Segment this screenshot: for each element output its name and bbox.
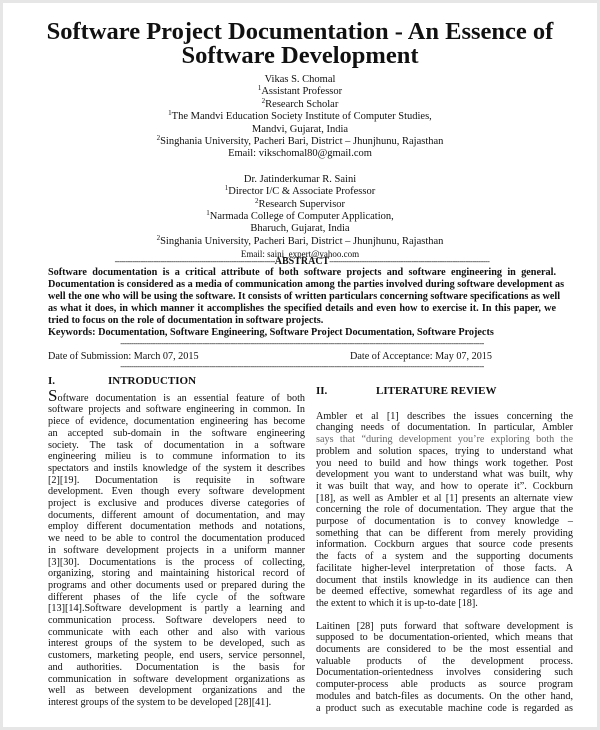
body-line: [3][30]. Documentations is the process of collecting, — [48, 556, 305, 568]
body-line: development. Even though every software development — [48, 486, 305, 498]
body-line: customers, marketing people, end users, service personnel, — [48, 650, 305, 662]
abstract-line: Documentation is considered as a media of communication among the parties involved during software development as — [48, 278, 565, 290]
divider: ------------------------------------------------------------------------------------------------------------------------------------------------------------------------ — [120, 362, 484, 371]
body-line: concerning the role of documentation. They argue that the — [316, 504, 573, 516]
body-line: different phases of the life cycle of the software — [48, 591, 305, 603]
body-line: supposed to be documentation-oriented, which means that — [316, 632, 573, 644]
affiliation-line — [0, 223, 600, 235]
affiliation-text: Director I/C & Associate Professor — [228, 186, 376, 198]
body-line: [13][14].Software development is partly a learning and — [48, 603, 305, 615]
body-line: be deemed effective, somewhat regardless of its age and — [316, 586, 573, 598]
affiliation-line — [0, 86, 600, 98]
superscript: 1 — [257, 84, 262, 93]
body-line: purpose of documentation is to convey knowledge – — [316, 516, 573, 528]
submission-date: Date of Submission: March 07, 2015 — [48, 351, 199, 362]
keywords: Keywords: Documentation, Software Engineering, Software Project Documentation, Software Projects — [48, 326, 494, 338]
body-line: an accepted sub-domain in the software engineering — [48, 427, 305, 439]
superscript: 1 — [224, 184, 229, 193]
section-title: INTRODUCTION — [108, 375, 197, 387]
body-line: documents, different amount of documentation, and may — [48, 509, 305, 521]
affiliation-line — [0, 96, 600, 111]
superscript: 1 — [168, 109, 172, 118]
body-line: employ different documentation methods and notations, — [48, 521, 305, 533]
abstract-line: as what it does, in which manner it accomplishes the specified details and even how to exercise it. In this paper, we — [48, 302, 556, 314]
body-line: information. Cockburn argues that source code presents — [316, 539, 573, 551]
affiliation-text: Research Scholar — [265, 98, 339, 110]
affiliation-text: Mandvi, Gujarat, India — [251, 123, 349, 135]
body-line: changing needs of documentation. In particular, Ambler — [316, 422, 573, 434]
abstract-line: tried to focus on the role of documentation in software projects. — [48, 314, 324, 326]
body-line: modules and batch-files as documents. On the other hand, — [316, 690, 573, 702]
body-line: project is exclusive and produces diverse categories of — [48, 498, 305, 510]
affiliation-text: The Mandvi Education Society Institute of Computer Studies, — [171, 111, 432, 123]
body-line: you need to build and how things work together. Post — [316, 457, 573, 469]
body-line: Laitinen [28] puts forward that software development is — [316, 620, 573, 632]
body-line: spectators and instils knowledge of the system it describes — [48, 462, 305, 474]
body-line — [48, 385, 305, 405]
abstract — [48, 256, 565, 349]
abstract-heading: ABSTRACT — [274, 256, 330, 267]
paper-title — [0, 20, 600, 68]
abstract-divider: --------------------------------------------------------------------------ABSTRACT-------------------------------------------------------------------------- — [114, 256, 490, 267]
body-line: it was built that way, and how to operate it”. Cockburn — [316, 480, 573, 492]
body-line: the extent to which it is up-to-date [18]. — [316, 597, 478, 609]
affiliation-line — [0, 136, 600, 148]
body-line: interest groups of the system to be developed [28][41]. — [48, 696, 272, 708]
body-line: interest groups of the system to be developed, such as — [48, 638, 305, 650]
divider: ------------------------------------------------------------------------------------------------------------------------------------------------------------------------ — [120, 339, 484, 349]
body-line: Ambler et al [1] describes the issues concerning the — [316, 410, 573, 422]
body-line: software projects and software engineering in common. In — [48, 404, 305, 416]
body-line: valuable products of the development process. — [316, 655, 573, 667]
title-line: Software Project Documentation - An Essence of — [46, 18, 554, 45]
body-line: a product such as executable machine code is regarded as — [316, 702, 573, 714]
section-title: LITERATURE REVIEW — [376, 385, 497, 397]
author-name: Vikas S. Chomal — [264, 74, 336, 85]
body-line: communication in software development organizations as — [48, 673, 305, 685]
acceptance-date: Date of Acceptance: May 07, 2015 — [349, 351, 492, 362]
body-line: communicate with each other and also with various — [48, 626, 305, 638]
body-line: says that “during development you’re exploring both the — [316, 434, 573, 446]
superscript: 2 — [156, 233, 161, 242]
body-line: documents are considered to be the most essential and — [316, 644, 573, 656]
affiliation-text: Assistant Professor — [261, 86, 343, 98]
paragraph-gap — [316, 610, 573, 621]
author-email: Email: vikschomal80@gmail.com — [228, 148, 372, 160]
abstract-line: well the one who will be using the software. It consists of written particulars concerning software specifications as well — [48, 290, 561, 302]
body-line: engineering milieu is to commune information to its — [48, 451, 305, 463]
affiliation-line — [0, 111, 600, 123]
body-line: in software development projects in a uniform manner — [48, 544, 305, 556]
affiliation-line — [0, 196, 600, 211]
author-name: Dr. Jatinderkumar R. Saini — [243, 173, 357, 185]
superscript: 2 — [261, 96, 266, 105]
section-heading — [48, 376, 305, 388]
body-line: something that can be different from merely providing — [316, 527, 573, 539]
section-heading — [316, 386, 573, 398]
affiliation-line — [0, 186, 600, 198]
body-line: [2][19]. Documentation is requisite in software — [48, 474, 305, 486]
body-line: programs and other documents used or prepared during the — [48, 579, 305, 591]
body-line: Documentation-orientedness involves considering such — [316, 667, 573, 679]
body-line: communication process. Software developers need to — [48, 615, 305, 627]
spacer — [0, 161, 600, 174]
body-line: development you want to understand what was built, why — [316, 469, 573, 481]
body-line: the facts of a system and the supporting documents — [316, 551, 573, 563]
affiliation-line — [0, 233, 600, 248]
body-line: we need to be able to control the documentation produced — [48, 533, 305, 545]
body-line: problem and solution spaces, trying to understand what — [316, 445, 573, 457]
author-block — [0, 74, 600, 261]
body-line: well as between development organizations and the — [48, 685, 305, 697]
superscript: 1 — [206, 209, 210, 218]
affiliation-text: Narmada College of Computer Application, — [209, 211, 394, 223]
body-line: organizing, storing and maintaining historical record of — [48, 568, 305, 580]
section-number: I. — [48, 375, 56, 387]
section-number: II. — [316, 385, 328, 397]
affiliation-line — [0, 211, 600, 223]
body-line: [18], as well as Ambler et al [1] presents an alternate view — [316, 492, 573, 504]
author-email: Email: saini_expert@yahoo.com — [240, 249, 360, 260]
title-line: Software Development — [181, 42, 419, 69]
body-line: society. The task of documentation in a software — [48, 439, 305, 451]
introduction-section — [48, 376, 305, 709]
superscript: 2 — [254, 196, 259, 205]
superscript: 2 — [156, 134, 161, 143]
body-line: facilitate higher-level interpretation of those facts. A — [316, 562, 573, 574]
body-line: computer-process able products as source program — [316, 679, 573, 691]
body-text: oftware documentation is an essential feature of both — [57, 392, 305, 404]
affiliation-text: Bharuch, Gujarat, India — [250, 223, 350, 235]
affiliation-line — [0, 124, 600, 136]
literature-review-section — [316, 386, 573, 714]
body-line: document that instils knowledge in its audience can then — [316, 574, 573, 586]
affiliation-text: Research Supervisor — [258, 198, 346, 210]
abstract-line: Software documentation is a critical attribute of both software projects and software engineering in general. — [48, 267, 556, 278]
affiliation-text: Singhania University, Pacheri Bari, District – Jhunjhunu, Rajasthan — [160, 136, 444, 148]
drop-cap: S — [48, 385, 58, 405]
body-line: and authorities. Documentation is the basis for — [48, 661, 305, 673]
body-line: piece of evidence, documentation engineering has become — [48, 416, 305, 428]
affiliation-text: Singhania University, Pacheri Bari, District – Jhunjhunu, Rajasthan — [160, 235, 444, 247]
